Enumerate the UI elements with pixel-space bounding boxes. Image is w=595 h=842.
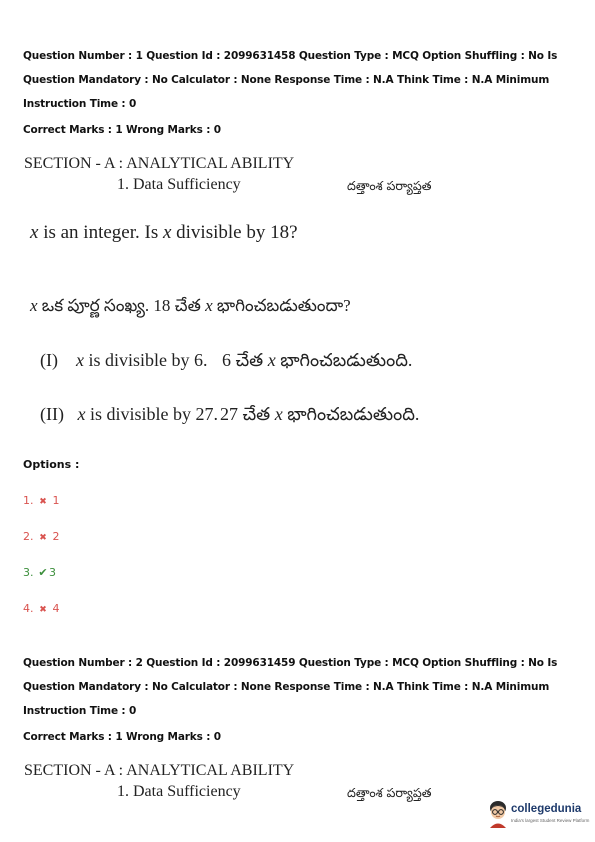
q1-statement-1 — [40, 350, 208, 371]
q1-subsection: 1. Data Sufficiency — [117, 176, 241, 193]
q1-statement-2 — [40, 404, 218, 425]
collegedunia-logo[interactable] — [487, 799, 590, 831]
option-value: 3 — [49, 566, 56, 579]
var-x: x — [30, 222, 39, 243]
cross-icon: ✖ — [39, 605, 47, 615]
q2-subsection-telugu: దత్తాంశ పర్యాప్తత — [347, 785, 432, 800]
q1-meta-line4: Correct Marks : 1 Wrong Marks : 0 — [23, 124, 221, 136]
q2-section-heading: SECTION - A : ANALYTICAL ABILITY — [24, 762, 295, 779]
statement-1-text: is divisible by 6. — [83, 350, 208, 370]
q1-stem — [30, 222, 298, 244]
logo-tagline: India's largest Student Review Platform — [511, 818, 590, 823]
option-value: 2 — [52, 530, 60, 543]
q1-stem-telugu — [30, 296, 351, 320]
statement-2-te-num: 27 చేత — [220, 404, 275, 424]
q2-subsection: 1. Data Sufficiency — [117, 783, 241, 800]
q2-metadata — [23, 651, 578, 749]
q1-stem-te-end: భాగించబడుతుందా? — [212, 296, 351, 315]
option-1[interactable] — [23, 494, 60, 507]
q1-statement-1-telugu — [222, 350, 412, 375]
var-x: x — [274, 404, 283, 424]
cross-icon: ✖ — [39, 497, 47, 507]
q2-meta-line1: Question Number : 2 Question Id : 2099631459 Question Type : MCQ Option Shuffling : No Is — [23, 657, 558, 669]
q1-meta-line2: Question Mandatory : No Calculator : None Response Time : N.A Think Time : N.A Minimum — [23, 74, 550, 86]
options-label: Options : — [23, 458, 80, 471]
mascot-icon — [487, 799, 509, 829]
check-icon: ✔ — [38, 566, 48, 579]
var-x: x — [77, 404, 86, 424]
option-value: 1 — [52, 494, 60, 507]
q1-meta-line1: Question Number : 1 Question Id : 2099631458 Question Type : MCQ Option Shuffling : No Is — [23, 50, 558, 62]
var-x: x — [162, 222, 172, 243]
statement-2-te-end: భాగించబడుతుంది. — [282, 404, 420, 424]
q1-stem-te-text: ఒక పూర్ణ సంఖ్య. 18 చేత — [37, 296, 206, 315]
q1-statement-2-telugu — [220, 404, 419, 429]
q1-stem-end: divisible by 18? — [171, 222, 298, 243]
q2-meta-line3: Instruction Time : 0 — [23, 705, 137, 717]
statement-2-text: is divisible by 27. — [85, 404, 218, 424]
logo-name: collegedunia — [511, 803, 582, 815]
option-4[interactable] — [23, 602, 60, 615]
option-value: 4 — [52, 602, 60, 615]
option-number: 4. — [23, 602, 34, 615]
q1-subsection-telugu: దత్తాంశ పర్యాప్తత — [347, 178, 432, 193]
q1-stem-text: is an integer. Is — [38, 222, 163, 243]
var-x: x — [75, 350, 84, 370]
option-3[interactable] — [23, 566, 56, 579]
q1-meta-line3: Instruction Time : 0 — [23, 98, 137, 110]
q2-meta-line4: Correct Marks : 1 Wrong Marks : 0 — [23, 731, 221, 743]
option-number: 2. — [23, 530, 34, 543]
statement-1-te-end: భాగించబడుతుంది. — [275, 350, 413, 370]
q1-section-heading: SECTION - A : ANALYTICAL ABILITY — [24, 155, 295, 172]
var-x: x — [267, 350, 276, 370]
option-number: 3. — [23, 566, 34, 579]
q1-metadata — [23, 44, 578, 142]
var-x: x — [205, 296, 213, 315]
statement-2-number: (II) — [40, 404, 64, 424]
option-2[interactable] — [23, 530, 60, 543]
statement-1-te-num: 6 చేత — [222, 350, 268, 370]
q2-meta-line2: Question Mandatory : No Calculator : None Response Time : N.A Think Time : N.A Minimum — [23, 681, 550, 693]
var-x: x — [30, 296, 38, 315]
statement-1-number: (I) — [40, 350, 58, 370]
option-number: 1. — [23, 494, 34, 507]
cross-icon: ✖ — [39, 533, 47, 543]
